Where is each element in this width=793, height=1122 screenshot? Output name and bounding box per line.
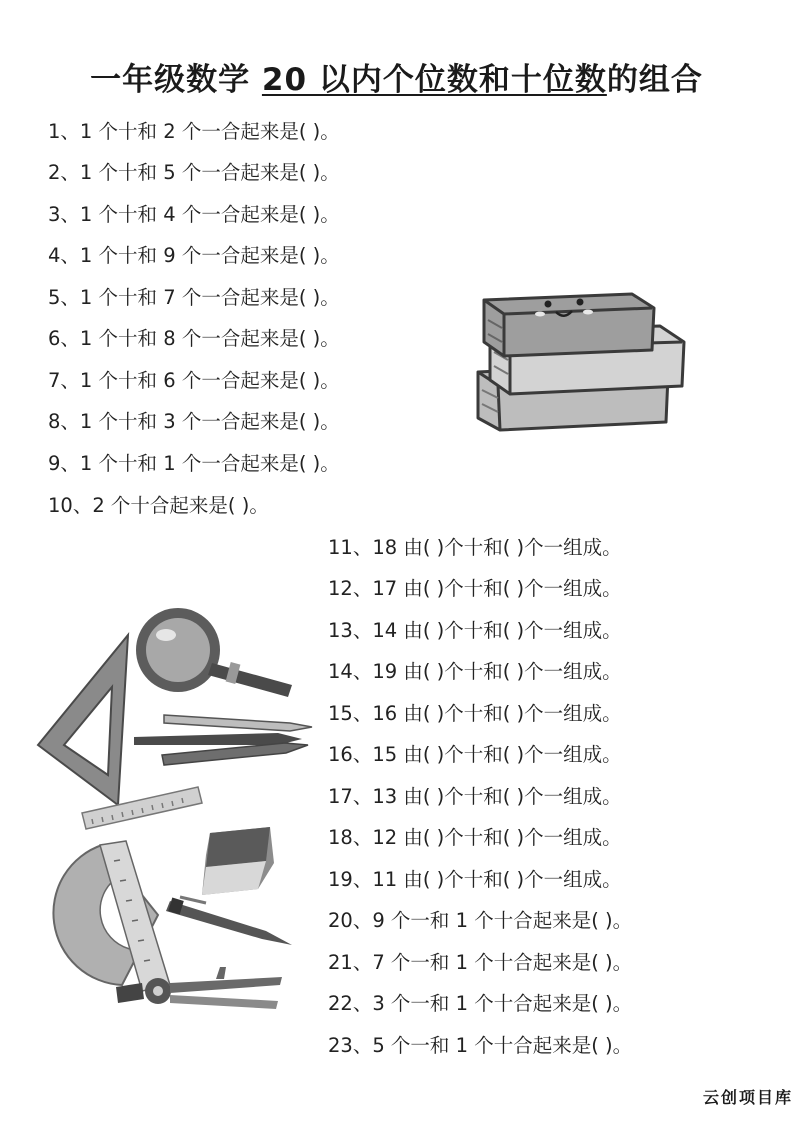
question-2: 2、1 个十和 5 个一合起来是( )。 bbox=[48, 161, 340, 184]
question-13: 13、14 由( )个十和( )个一组成。 bbox=[328, 619, 622, 642]
question-15: 15、16 由( )个十和( )个一组成。 bbox=[328, 702, 622, 725]
question-11: 11、18 由( )个十和( )个一组成。 bbox=[328, 536, 622, 559]
question-9: 9、1 个十和 1 个一合起来是( )。 bbox=[48, 452, 340, 475]
question-10: 10、2 个十合起来是( )。 bbox=[48, 494, 269, 517]
stationery-illustration bbox=[30, 605, 320, 1025]
pen-icon bbox=[166, 897, 292, 945]
straight-ruler-icon bbox=[82, 787, 202, 829]
pencils-icon bbox=[134, 715, 312, 765]
protractor-icon bbox=[53, 841, 170, 991]
eraser-icon bbox=[202, 827, 274, 895]
question-8: 8、1 个十和 3 个一合起来是( )。 bbox=[48, 410, 340, 433]
question-21: 21、7 个一和 1 个十合起来是( )。 bbox=[328, 951, 633, 974]
question-4: 4、1 个十和 9 个一合起来是( )。 bbox=[48, 244, 340, 267]
question-16: 16、15 由( )个十和( )个一组成。 bbox=[328, 743, 622, 766]
title-underlined: 20 以内个位数和十位数 bbox=[261, 62, 607, 98]
triangle-ruler-icon bbox=[38, 635, 128, 805]
magnifying-glass-icon bbox=[136, 608, 292, 697]
question-5: 5、1 个十和 7 个一合起来是( )。 bbox=[48, 286, 340, 309]
question-23: 23、5 个一和 1 个十合起来是( )。 bbox=[328, 1034, 633, 1057]
question-14: 14、19 由( )个十和( )个一组成。 bbox=[328, 660, 622, 683]
question-18: 18、12 由( )个十和( )个一组成。 bbox=[328, 826, 622, 849]
page-title bbox=[0, 58, 793, 102]
footer-brand: 云创项目库 bbox=[702, 1088, 793, 1107]
question-1: 1、1 个十和 2 个一合起来是( )。 bbox=[48, 120, 340, 143]
question-20: 20、9 个一和 1 个十合起来是( )。 bbox=[328, 909, 633, 932]
book-stack-illustration bbox=[470, 290, 695, 450]
question-7: 7、1 个十和 6 个一合起来是( )。 bbox=[48, 369, 340, 392]
question-19: 19、11 由( )个十和( )个一组成。 bbox=[328, 868, 622, 891]
question-17: 17、13 由( )个十和( )个一组成。 bbox=[328, 785, 622, 808]
question-3: 3、1 个十和 4 个一合起来是( )。 bbox=[48, 203, 340, 226]
title-suffix: 的组合 bbox=[606, 62, 703, 98]
question-22: 22、3 个一和 1 个十合起来是( )。 bbox=[328, 992, 633, 1015]
title-prefix: 一年级数学 bbox=[90, 62, 262, 98]
question-12: 12、17 由( )个十和( )个一组成。 bbox=[328, 577, 622, 600]
question-6: 6、1 个十和 8 个一合起来是( )。 bbox=[48, 327, 340, 350]
